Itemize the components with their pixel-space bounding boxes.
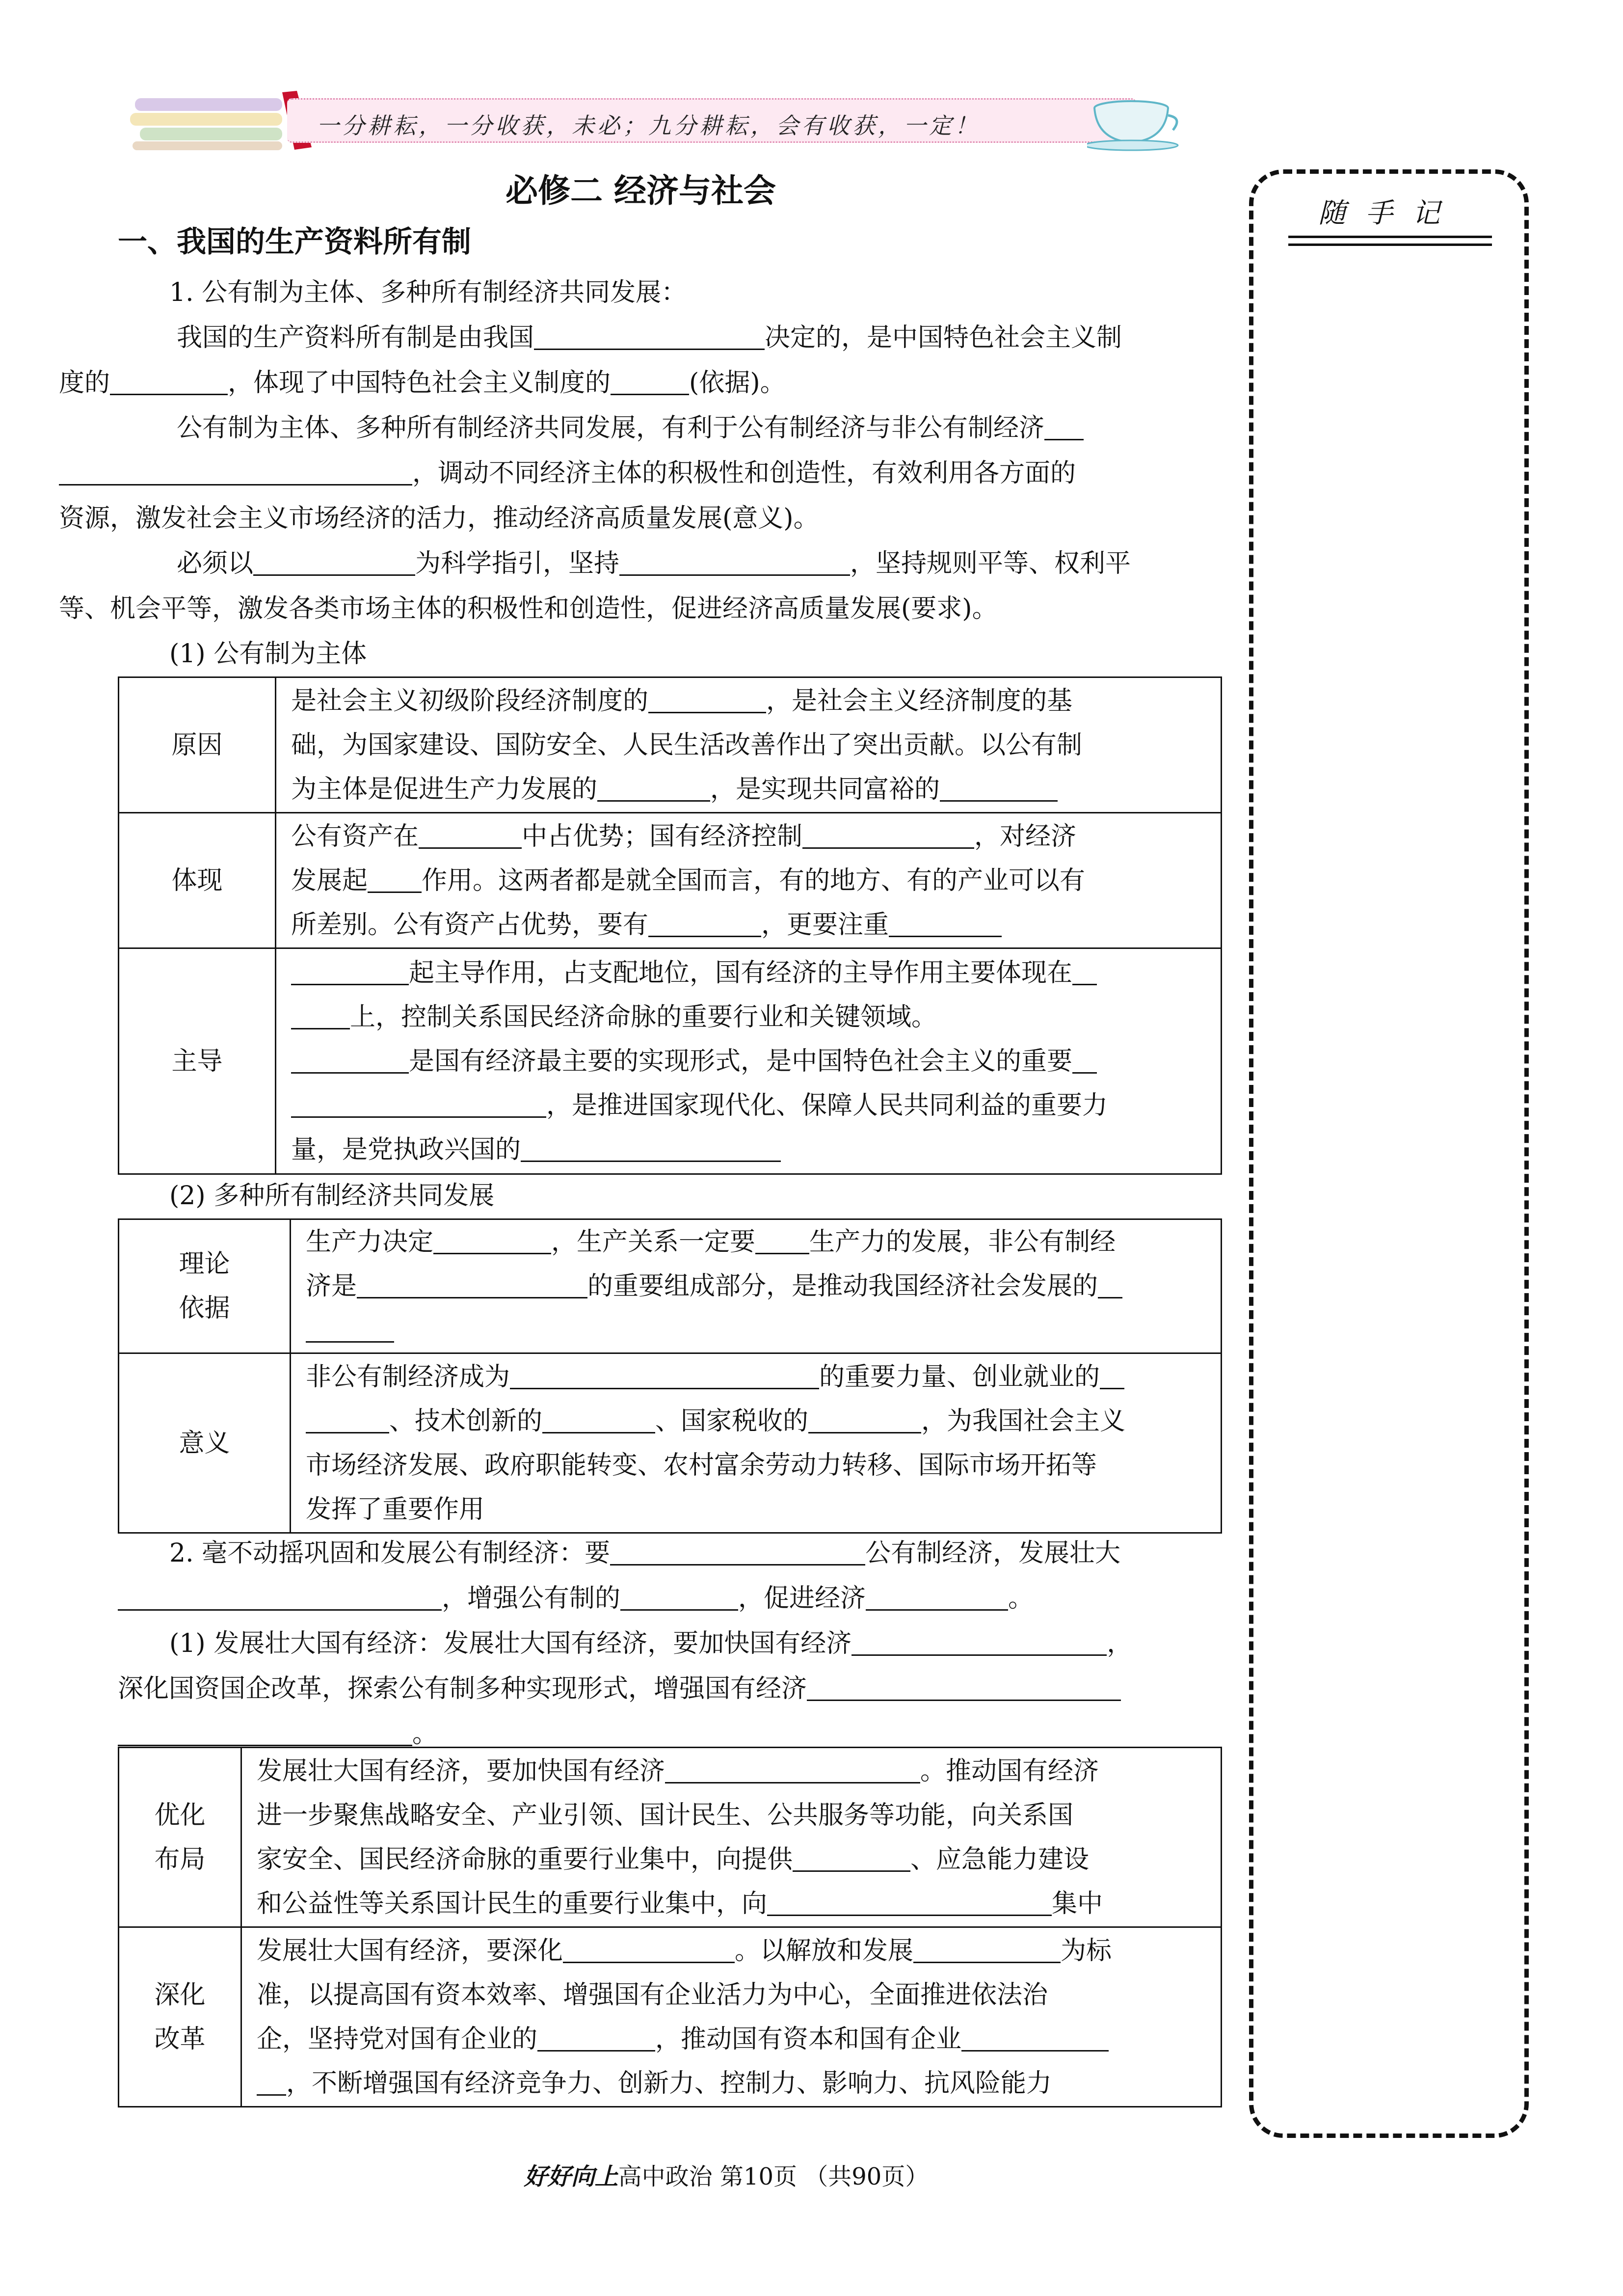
paragraph-requirement: 必须以 为科学指引，坚持 ，坚持规则平等、权利平 等、机会平等，激发各类市场主体的积极性和创造性，促进经济高质量发展(要求)。 (59, 549, 1131, 623)
page-footer (0, 2158, 1453, 2191)
notes-sidebar (1249, 169, 1529, 2138)
row-header: 深化 改革 (119, 1927, 241, 2107)
row-header: 体现 (119, 813, 276, 948)
paragraph-consolidate: 2. 毫不动摇巩固和发展公有制经济：要 公有制经济，发展壮大 ，增强公有制的 ，促进经济 。 (118, 1531, 1222, 1621)
books-icon (125, 88, 312, 152)
blank[interactable] (619, 549, 850, 576)
table-row (119, 1219, 1222, 1353)
footer-brand: 好好向上 (524, 2163, 618, 2190)
motto-text: 一分耕耘，一分收获，未必；九分耕耘，会有收获，一定！ (317, 112, 980, 139)
blank[interactable] (257, 2069, 286, 2096)
page-title: 必修二 经济与社会 (506, 171, 776, 210)
blank[interactable] (368, 866, 422, 893)
blank[interactable] (851, 1629, 1107, 1656)
table-row (119, 948, 1222, 1174)
row-content: 起主导作用，占支配地位，国有经济的主导作用主要体现在 上，控制关系国民经济命脉的重要行业和关键领域。 是国有经济最主要的实现形式，是中国特色社会主义的重要 ，是推进国家现代化、保障人民共同利益的重要力 量，是党执政兴国的 (276, 948, 1222, 1174)
blank[interactable] (291, 1047, 409, 1074)
blank[interactable] (961, 2025, 1109, 2052)
table-row (119, 1927, 1222, 2107)
blank[interactable] (291, 958, 409, 985)
blank[interactable] (597, 775, 710, 802)
blank[interactable] (620, 1584, 738, 1611)
table-row (119, 1748, 1222, 1927)
blank[interactable] (291, 1002, 350, 1029)
blank[interactable] (648, 686, 766, 713)
blank[interactable] (433, 1227, 551, 1254)
blank[interactable] (357, 1271, 587, 1298)
blank[interactable] (537, 2025, 655, 2052)
row-content: 非公有制经济成为 的重要力量、创业就业的 、技术创新的 、国家税收的 ，为我国社会主义 市场经济发展、政府职能转变、农村富余劳动力转移、国际市场开拓等 发挥了重要作用 (291, 1353, 1222, 1533)
blank[interactable] (807, 1674, 1121, 1701)
blank[interactable] (110, 368, 228, 395)
notes-divider (1288, 243, 1492, 246)
table-row (119, 1353, 1222, 1533)
row-content: 发展壮大国有经济，要深化 。以解放和发展 为标 准，以提高国有资本效率、增强国有企业活力为中心，全面推进依法治 企，坚持党对国有企业的 ，推动国有资本和国有企业 ，不断增强国有经济竞争力、创新力、控制力、影响力、抗风险能力 (241, 1927, 1222, 2107)
blank[interactable] (1044, 413, 1084, 440)
blank[interactable] (306, 1316, 394, 1343)
blank[interactable] (253, 549, 415, 576)
blank[interactable] (306, 1406, 389, 1433)
blank[interactable] (1100, 1362, 1124, 1389)
paragraph-significance: 公有制为主体、多种所有制经济共同发展，有利于公有制经济与非公有制经济 ，调动不同经济主体的积极性和创造性，有效利用各方面的 资源，激发社会主义市场经济的活力，推动经济高质量发展(意义)。 (118, 405, 1222, 541)
blank[interactable] (118, 1584, 442, 1611)
row-header: 主导 (119, 948, 276, 1174)
row-content: 发展壮大国有经济，要加快国有经济 。推动国有经济 进一步聚焦战略安全、产业引领、国计民生、公共服务等功能，向关系国 家安全、国民经济命脉的重要行业集中，向提供 、应急能力建设 和公益性等关系国计民生的重要行业集中，向 集中 (241, 1748, 1222, 1927)
blank[interactable] (889, 910, 1002, 937)
blank[interactable] (610, 1539, 865, 1566)
table-row (119, 677, 1222, 813)
blank[interactable] (510, 1362, 819, 1389)
paragraph-ownership: 我国的生产资料所有制是由我国 决定的，是中国特色社会主义制 度的 ，体现了中国特色社会主义制度的 (依据)。 (59, 323, 1122, 398)
notes-title: 随手记 (1318, 197, 1460, 229)
blank[interactable] (563, 1936, 735, 1963)
subheading-multiple-ownership: (2) 多种所有制经济共同发展 (169, 1181, 495, 1211)
blank[interactable] (648, 910, 761, 937)
blank[interactable] (534, 323, 765, 350)
table-public-ownership (118, 676, 1222, 1175)
section-title: 一、我国的生产资料所有制 (118, 225, 471, 259)
table-row (119, 813, 1222, 948)
header-banner (125, 88, 1205, 162)
paragraph-state-economy: (1) 发展壮大国有经济：发展壮大国有经济，要加快国有经济 ， 深化国资国企改革，探索公有制多种实现形式，增强国有经济 。 (118, 1629, 1133, 1749)
blank[interactable] (665, 1756, 920, 1783)
row-content: 是社会主义初级阶段经济制度的 ，是社会主义经济制度的基 础，为国家建设、国防安全、人民生活改善作出了突出贡献。以公有制 为主体是促进生产力发展的 ，是实现共同富裕的 (276, 677, 1222, 813)
blank[interactable] (866, 1584, 1008, 1611)
blank[interactable] (802, 822, 974, 849)
blank[interactable] (521, 1135, 781, 1162)
table-multiple-ownership (118, 1218, 1222, 1534)
blank[interactable] (793, 1845, 910, 1872)
teacup-icon (1087, 93, 1185, 152)
notes-divider (1288, 236, 1492, 238)
blank[interactable] (611, 368, 689, 395)
subheading-public-ownership: (1) 公有制为主体 (169, 639, 367, 669)
blank[interactable] (1072, 958, 1097, 985)
row-content: 生产力决定 ，生产关系一定要 生产力的发展，非公有制经 济是 的重要组成部分，是推动我国经济社会发展的 (291, 1219, 1222, 1353)
blank[interactable] (291, 1091, 546, 1118)
blank[interactable] (755, 1227, 809, 1254)
blank[interactable] (118, 1719, 412, 1746)
blank[interactable] (1072, 1047, 1097, 1074)
heading-1: 1. 公有制为主体、多种所有制经济共同发展： (169, 278, 687, 307)
blank[interactable] (542, 1406, 655, 1433)
table-state-economy (118, 1747, 1222, 2107)
blank[interactable] (59, 459, 412, 486)
blank[interactable] (419, 822, 522, 849)
blank[interactable] (913, 1936, 1061, 1963)
row-content: 公有资产在 中占优势；国有经济控制 ，对经济 发展起 作用。这两者都是就全国而言，有的地方、有的产业可以有 所差别。公有资产占优势，要有 ，更要注重 (276, 813, 1222, 948)
row-header: 意义 (119, 1353, 291, 1533)
blank[interactable] (940, 775, 1058, 802)
blank[interactable] (1098, 1271, 1122, 1298)
blank[interactable] (767, 1889, 1052, 1916)
row-header: 理论 依据 (119, 1219, 291, 1353)
footer-page-info: 高中政治 第10页 （共90页） (618, 2163, 929, 2190)
blank[interactable] (808, 1406, 921, 1433)
row-header: 优化 布局 (119, 1748, 241, 1927)
row-header: 原因 (119, 677, 276, 813)
